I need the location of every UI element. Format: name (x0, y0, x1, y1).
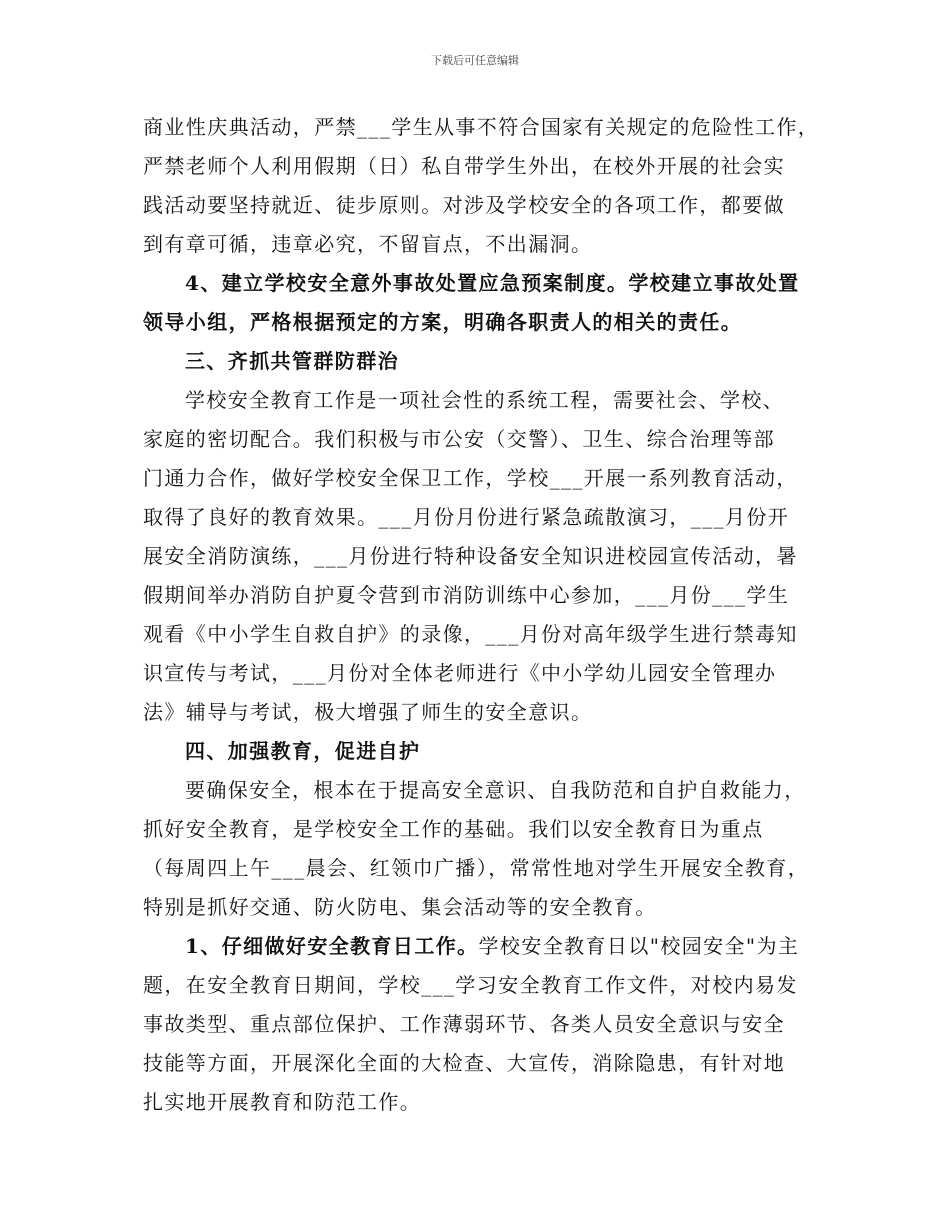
paragraph-line: 观看《中小学生自救自护》的录像，___月份对高年级学生进行禁毒知 (143, 622, 798, 646)
paragraph-line-rest: 学校安全教育日以"校园安全"为主 (478, 934, 800, 958)
paragraph-line: 践活动要坚持就近、徒步原则。对涉及学校安全的各项工作，都要做 (143, 193, 785, 217)
paragraph-line: 识宣传与考试，___月份对全体老师进行《中小学幼儿园安全管理办 (143, 661, 777, 685)
paragraph-line: 门通力合作，做好学校安全保卫工作，学校___开展一系列教育活动， (143, 466, 798, 490)
paragraph-line-with-lead (143, 927, 815, 966)
paragraph-line: 取得了良好的教育效果。___月份月份进行紧急疏散演习，___月份开 (143, 505, 790, 529)
paragraph-lead-bold: 1、仔细做好安全教育日工作。 (185, 934, 479, 958)
document-body (143, 108, 820, 1122)
paragraph-line: 扎实地开展教育和防范工作。 (143, 1090, 422, 1114)
paragraph-line: 到有章可循，违章必究，不留盲点，不出漏洞。 (143, 232, 593, 256)
paragraph-line: 特别是抓好交通、防火防电、集会活动等的安全教育。 (143, 895, 657, 919)
paragraph-line: 家庭的密切配合。我们积极与市公安（交警）、卫生、综合治理等部 (143, 427, 775, 451)
section-title-4: 四、加强教育，促进自护 (185, 739, 421, 763)
paragraph-line: 要确保安全，根本在于提高安全意识、自我防范和自护自救能力， (185, 778, 806, 802)
paragraph-line: 法》辅导与考试，极大增强了师生的安全意识。 (143, 700, 593, 724)
section-title-3: 三、齐抓共管群防群治 (185, 349, 399, 373)
paragraph-line: 展安全消防演练，___月份进行特种设备安全知识进校园宣传活动，暑 (143, 544, 798, 568)
paragraph-line: 严禁老师个人利用假期（日）私自带学生外出，在校外开展的社会实 (143, 154, 785, 178)
paragraph-line: 抓好安全教育，是学校安全工作的基础。我们以安全教育日为重点 (143, 817, 764, 841)
paragraph-line: （每周四上午___晨会、红领巾广播），常常性地对学生开展安全教育， (143, 856, 810, 880)
paragraph-line: 题，在安全教育日期间，学校___学习安全教育工作文件，对校内易发 (143, 973, 798, 997)
page-header-note: 下载后可任意编辑 (431, 54, 519, 67)
paragraph-line: 事故类型、重点部位保护、工作薄弱环节、各类人员安全意识与安全 (143, 1012, 785, 1036)
paragraph-line: 假期间举办消防自护夏令营到市消防训练中心参加，___月份___学生 (143, 583, 790, 607)
paragraph-line: 学校安全教育工作是一项社会性的系统工程，需要社会、学校、 (185, 388, 785, 412)
section-heading-line: 4、建立学校安全意外事故处置应急预案制度。学校建立事故处置 (185, 271, 800, 295)
paragraph-line: 商业性庆典活动，严禁___学生从事不符合国家有关规定的危险性工作， (143, 115, 820, 139)
section-heading-line: 领导小组，严格根据预定的方案，明确各职责人的相关的责任。 (143, 310, 743, 334)
paragraph-line: 技能等方面，开展深化全面的大检查、大宣传，消除隐患，有针对地 (143, 1051, 785, 1075)
